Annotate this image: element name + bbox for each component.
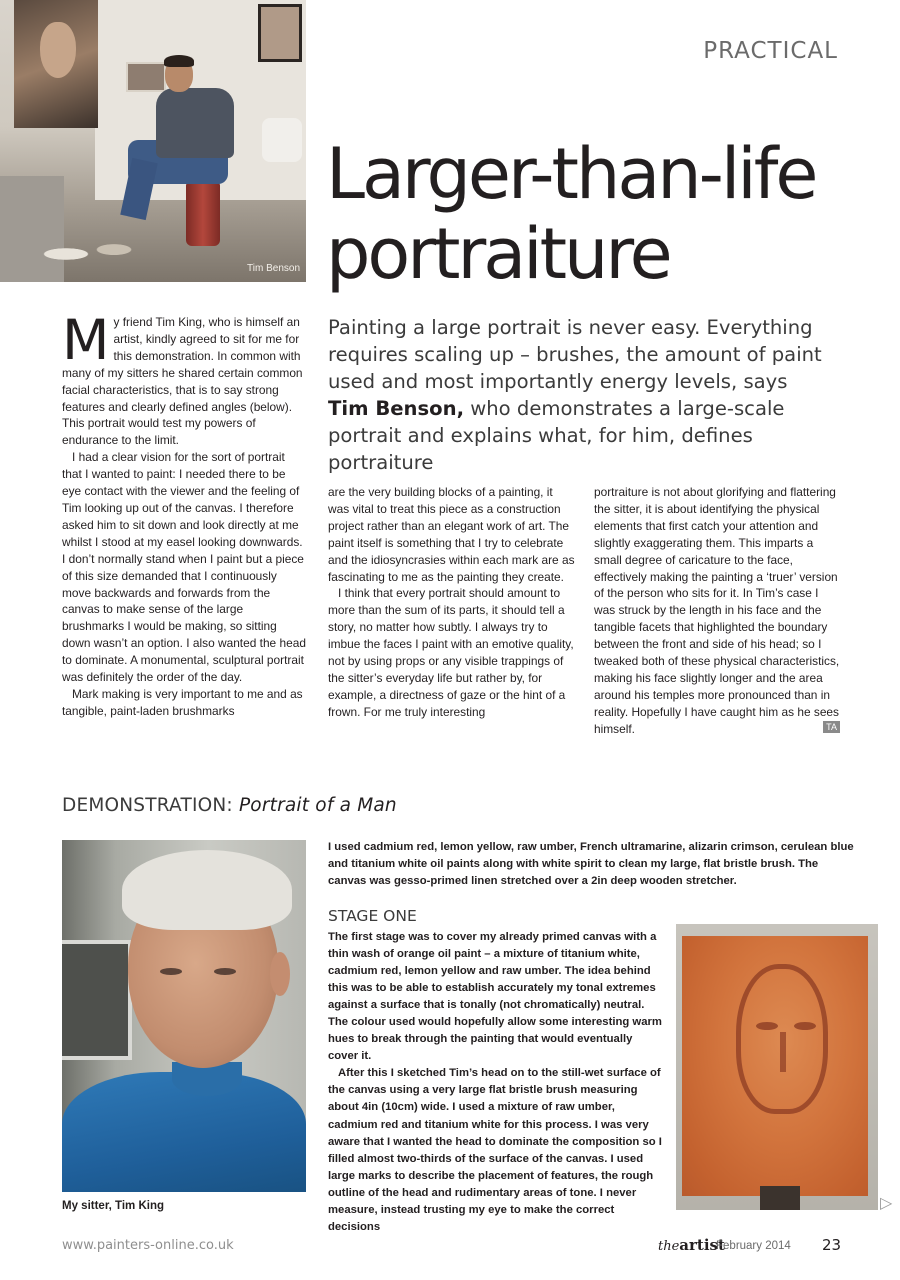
white-chair — [262, 118, 302, 162]
paragraph: After this I sketched Tim’s head on to the still-wet surface of the canvas using a very large flat bristle brush measuring about 4in (10cm) wide. I used a mixture of raw umber, cadmium red and titanium white for this process. I was very aware that I wanted the head to dominate the composition so I filled almost two-thirds of the surface of the canvas. I used large marks to describe the placement of features, the rough outline of the head and rudimentary areas of tone. I never measure, instead trusting my eye to make the correct decisions — [328, 1067, 662, 1233]
hero-photo — [0, 0, 306, 282]
article-column-2 — [328, 484, 576, 721]
footer-url: www.painters-online.co.uk — [62, 1238, 234, 1253]
photo-credit: Tim Benson — [247, 263, 300, 274]
article-column-3 — [594, 484, 840, 738]
framed-portrait — [258, 4, 302, 62]
title-line-2: portraiture — [326, 213, 670, 295]
paragraph: portraiture is not about glorifying and flattering the sitter, it is about identifying the physical elements that first catch your attention and slightly exaggerating them. This imparts a small degree of caricature to the face, effectively making the painting a ‘truer’ version of the person who sits for it. In Tim’s case I was struck by the length in his face and the tangible facets that highlighted the boundary between the front and side of his head; so I tweaked both of these physical characteristics, making his face slightly longer and the area around his temples more pronounced than in reality. Hopefully I have caught him as he sees himself. TA — [594, 485, 840, 736]
sitter-hair — [122, 850, 292, 930]
section-label: PRACTICAL — [703, 38, 838, 64]
demonstration-title: Portrait of a Man — [238, 795, 397, 816]
paragraph: I had a clear vision for the sort of portrait that I wanted to paint: I needed there to be eye contact with the viewer and the feeling of Tim looking up out of the canvas. I therefore asked him to sit down and look directly at me whilst I stood at my easel looking downwards. I don’t normally stand when I paint but a piece of this size demanded that I continuously move backwards and forwards from the canvas to make sense of the large brushmarks I would be making, so sitting down wasn’t an option. I also wanted the head to dominate. A monumental, sculptural portrait was definitely the order of the day. — [62, 450, 306, 685]
artist-torso — [156, 88, 234, 158]
end-mark-badge: TA — [823, 721, 840, 733]
magazine-logo: theartist — [658, 1236, 725, 1254]
paragraph: Mark making is very important to me and as tangible, paint-laden brushmarks — [62, 686, 303, 718]
sitter-caption: My sitter, Tim King — [62, 1200, 165, 1212]
demonstration-heading: DEMONSTRATION: Portrait of a Man — [62, 795, 397, 816]
small-portrait — [126, 62, 166, 92]
drop-cap: M — [62, 308, 110, 372]
red-stool — [186, 180, 220, 246]
article-title — [326, 134, 886, 294]
paragraph: I think that every portrait should amount to more than the sum of its parts, it should tell a story, no matter how subtly. I always try to imbue the faces I paint with an emotive quality, not by using props or any visible trappings of the sitter’s everyday life but rather by, for example, a directness of gaze or the hint of a frown. For me truly interesting — [328, 586, 574, 719]
sitter-photo — [62, 840, 306, 1192]
materials-text: I used cadmium red, lemon yellow, raw umber, French ultramarine, alizarin crimson, cerulean blue and titanium white oil paints along with white spirit to clean my large, flat bristle brush. The canvas was gesso-primed linen stretched over a 2in deep wooden stretcher. — [328, 841, 854, 887]
painting-on-wall — [14, 0, 98, 128]
author-name: Tim Benson, — [328, 397, 465, 420]
stage-heading: STAGE ONE — [328, 907, 417, 925]
page-number: 23 — [822, 1236, 842, 1254]
paragraph: The first stage was to cover my already primed canvas with a thin wash of orange oil paint – a mixture of titanium white, cadmium red, lemon yellow and raw umber. The idea behind this was to be able to establish accurately my tonal extremes against a surface that is tonally (not chromatically) neutral. The colour used would hopefully allow some interesting warm hues to break through the painting that would eventually cover it. — [328, 931, 662, 1063]
stage-one-photo — [676, 924, 878, 1210]
triangle-right-icon[interactable]: ▷ — [880, 1195, 893, 1212]
paragraph: My friend Tim King, who is himself an artist, kindly agreed to sit for me for this demonstration. In common with many of my sitters he shared certain common facial characteristics, that is to say strong features and clearly defined angles (below). This portrait would test my powers of endurance to the limit. — [62, 308, 303, 448]
issue-date: February 2014 — [716, 1240, 791, 1252]
stage-one-text — [328, 929, 664, 1236]
paragraph: are the very building blocks of a painting, it was vital to treat this piece as a construction project rather than an elegant work of art. The paint itself is something that I try to celebrate and the idiosyncrasies within each mark are as fascinating to me as the painting they create. — [328, 485, 575, 584]
standfirst: Painting a large portrait is never easy. Everything requires scaling up – brushes, the amount of paint used and most importantly energy levels, says Tim Benson, who demonstrates a large-scale portrait and explains what, for him, defines portraiture — [328, 316, 822, 474]
title-line-1: Larger-than-life — [326, 133, 816, 215]
article-column-1 — [62, 308, 306, 720]
studio-floor-objects — [30, 232, 150, 276]
